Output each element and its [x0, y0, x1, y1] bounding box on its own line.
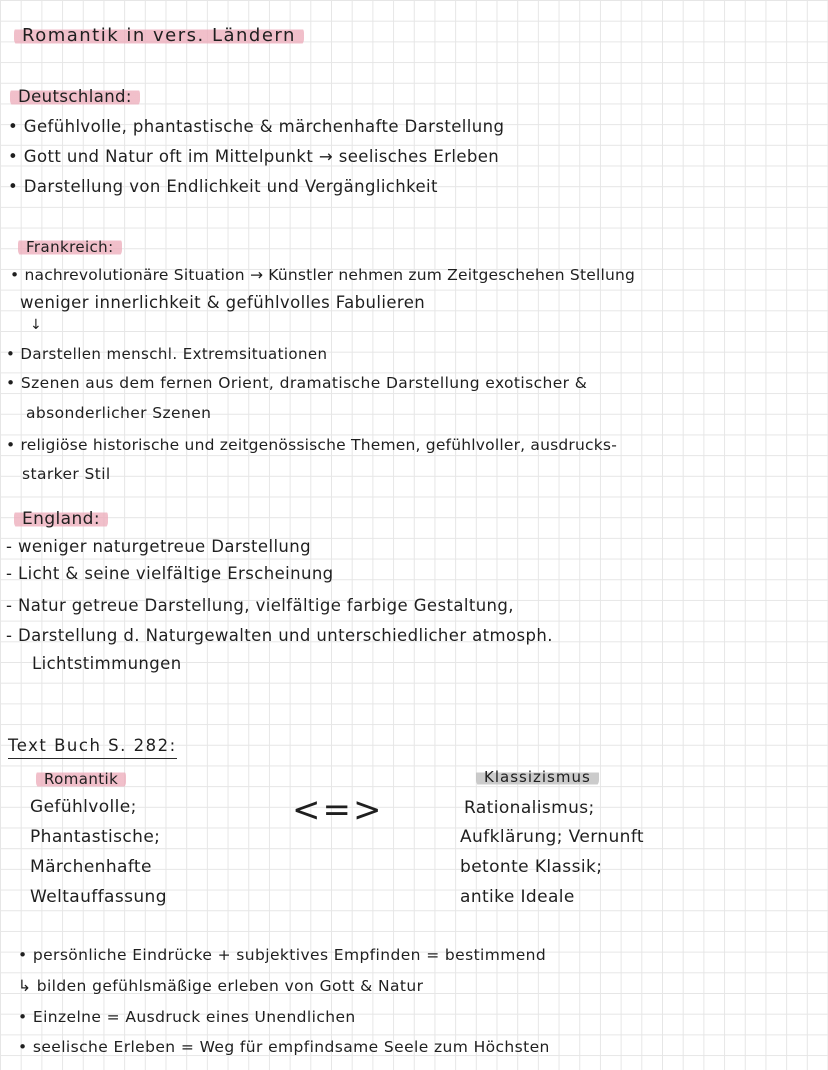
- france-line-3: • Darstellen menschl. Extremsituationen: [6, 345, 328, 363]
- england-line-1: - weniger naturgetreue Darstellung: [6, 537, 312, 556]
- textbook-heading: Text Buch S. 282:: [8, 735, 177, 759]
- summary-line-1: • persönliche Eindrücke + subjektives Empfinden = bestimmend: [18, 946, 547, 964]
- germany-line-3: • Darstellung von Endlichkeit und Vergänglichkeit: [8, 177, 438, 196]
- klassizismus-heading: Klassizismus: [476, 766, 599, 788]
- section-heading-germany: Deutschland:: [10, 86, 140, 108]
- romantik-heading: Romantik: [36, 768, 126, 790]
- klassizismus-line-4: antike Ideale: [460, 887, 575, 907]
- comparison-arrow: <=>: [292, 790, 384, 830]
- section-heading-france: Frankreich:: [18, 236, 122, 258]
- germany-line-1: • Gefühlvolle, phantastische & märchenhafte Darstellung: [8, 117, 505, 136]
- klassizismus-line-2: Aufklärung; Vernunft: [460, 827, 644, 847]
- england-line-2: - Licht & seine vielfältige Erscheinung: [6, 564, 334, 583]
- page-title: Romantik in vers. Ländern: [14, 25, 304, 47]
- section-heading-england: England:: [14, 508, 108, 530]
- france-line-6: • religiöse historische und zeitgenössische Themen, gefühlvoller, ausdrucks-: [6, 436, 617, 454]
- france-line-4: • Szenen aus dem fernen Orient, dramatische Darstellung exotischer &: [6, 374, 588, 392]
- france-arrow-down: ↓: [30, 317, 43, 333]
- france-line-5: absonderlicher Szenen: [26, 404, 212, 422]
- klassizismus-line-1: Rationalismus;: [464, 798, 595, 818]
- romantik-line-1: Gefühlvolle;: [30, 797, 137, 817]
- england-line-5: Lichtstimmungen: [32, 654, 182, 673]
- romantik-line-4: Weltauffassung: [30, 887, 167, 907]
- summary-line-3: • Einzelne = Ausdruck eines Unendlichen: [18, 1008, 356, 1026]
- france-line-1: • nachrevolutionäre Situation → Künstler nehmen zum Zeitgeschehen Stellung: [10, 266, 636, 284]
- romantik-line-2: Phantastische;: [30, 827, 161, 847]
- france-line-2: weniger innerlichkeit & gefühlvolles Fabulieren: [20, 293, 426, 312]
- france-line-7: starker Stil: [22, 465, 111, 483]
- summary-line-2: ↳ bilden gefühlsmäßige erleben von Gott & Natur: [18, 977, 424, 995]
- romantik-line-3: Märchenhafte: [30, 857, 152, 877]
- summary-line-4: • seelische Erleben = Weg für empfindsame Seele zum Höchsten: [18, 1038, 550, 1056]
- england-line-3: - Natur getreue Darstellung, vielfältige farbige Gestaltung,: [6, 596, 514, 615]
- germany-line-2: • Gott und Natur oft im Mittelpunkt → seelisches Erleben: [8, 147, 500, 166]
- england-line-4: - Darstellung d. Naturgewalten und unterschiedlicher atmosph.: [6, 626, 553, 645]
- klassizismus-line-3: betonte Klassik;: [460, 857, 603, 877]
